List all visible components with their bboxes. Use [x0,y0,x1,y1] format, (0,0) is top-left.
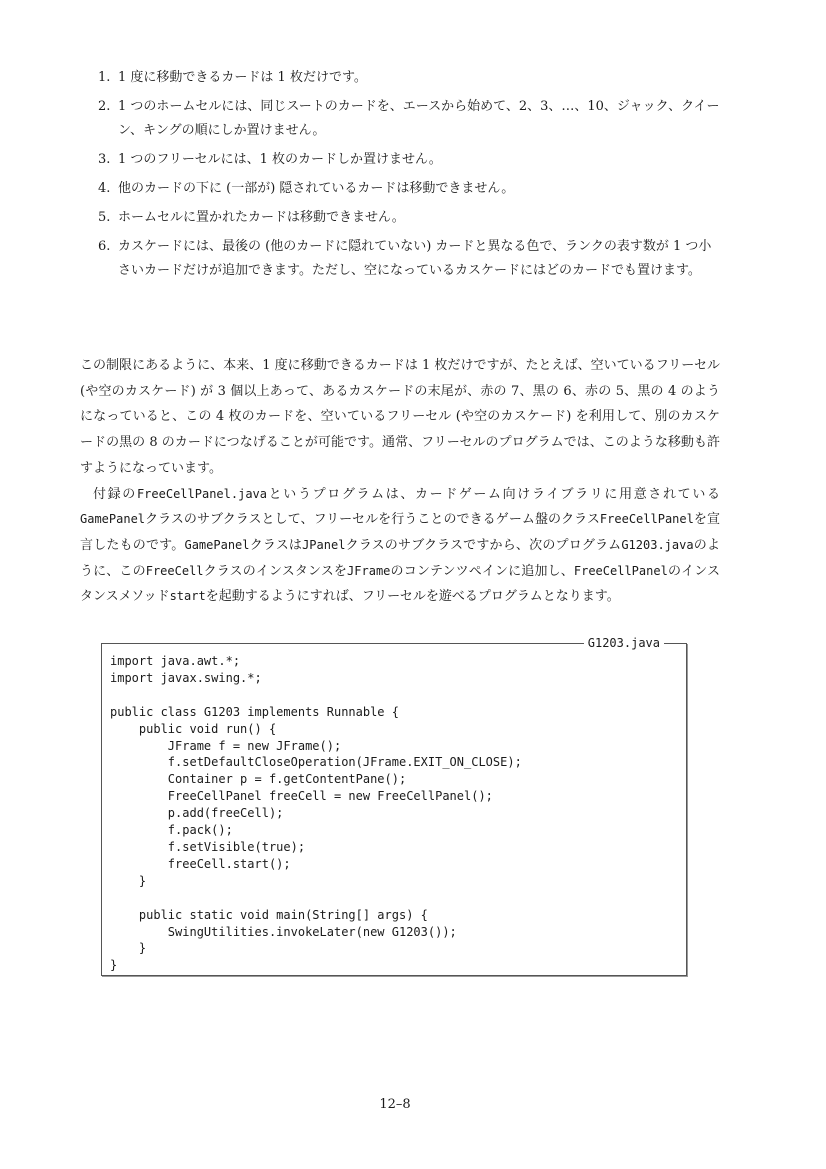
text-run: クラスのサブクラスとして、フリーセルを行うことのできるゲーム盤のクラス [145,512,600,528]
inline-code: FreeCellPanel [599,512,694,527]
rule-item [80,235,720,283]
inline-code: FreeCellPanel [573,563,668,578]
rule-number: 6. [98,239,111,254]
paragraph-restriction: この制限にあるように、本来、1 度に移動できるカードは 1 枚だけですが、たとえば、空いているフリーセル (や空のカスケード) が 3 個以上あって、あるカスケードの末尾が、赤の 7、黒の 6、赤の 5、黒の 4 のようになっていると、この 4 枚のカードを、空いているフリーセル (や空のカスケード) を利用して、別のカスケードの黒の 8 のカードにつなげることが可能です。通常、フリーセルのプログラムでは、このような移動も許すようになっています。 [80,358,720,476]
rule-item [80,148,720,172]
text-run: クラスのサブクラスですから、次のプログラム [345,537,622,553]
code-caption: G1203.java [584,635,664,651]
text-run: のインスタンスメソッド [80,563,720,605]
inline-code: start [169,589,206,604]
paragraph-freecellpanel [80,482,720,611]
rule-text: 他のカードの下に (一部が) 隠されているカードは移動できません。 [118,181,515,196]
inline-code: FreeCellPanel.java [136,486,267,501]
text-run: クラスのインスタンスを [203,563,348,579]
rules-list [80,66,720,288]
rule-number: 3. [98,152,111,167]
rule-text: ホームセルに置かれたカードは移動できません。 [118,210,405,225]
rule-item [80,66,720,90]
inline-code: JPanel [302,537,346,552]
text-run: 付録の [93,486,137,502]
text-run: のように、この [80,537,720,579]
code-listing [101,636,687,976]
page-number: 12–8 [379,1097,411,1112]
text-run: クラスは [249,537,303,553]
inline-code: FreeCell [145,563,204,578]
text-run: を宣言したものです。 [80,512,720,553]
rule-item [80,95,720,143]
code-source: import java.awt.*; import javax.swing.*; public class G1203 implements Runnable { public void run() { JFrame f = new JFrame(); f.setDefaultCloseOperation(JFrame.EXIT_ON_CLOSE); Container p = f.getContentPane(); FreeCellPanel freeCell = new FreeCellPanel(); p.add(freeCell); f.pack(); f.setVisible(true); freeCell.start(); } public static void main(String[] args) { SwingUtilities.invokeLater(new G1203()); } } [110,654,522,973]
text-run: を起動するようにすれば、フリーセルを遊べるプログラムとなります。 [205,589,620,605]
rule-item [80,206,720,230]
inline-code: JFrame [347,563,391,578]
rule-number: 1. [98,70,111,85]
rule-number: 5. [98,210,111,225]
text-run: のコンテンツペインに追加し、 [390,563,574,579]
rule-text: カスケードには、最後の (他のカードに隠れていない) カードと異なる色で、ランクの表す数が 1 つ小さいカードだけが追加できます。ただし、空になっているカスケードにはどのカードでも置けます。 [118,239,712,278]
inline-code: GamePanel [184,537,250,552]
rule-text: 1 つのホームセルには、同じスートのカードを、エースから始めて、2、3、…、10、ジャック、クイーン、キングの順にしか置けません。 [118,99,720,138]
rule-item [80,177,720,201]
inline-code: GamePanel [80,512,146,527]
text-run: というプログラムは、カードゲーム向けライブラリに用意されている [267,486,720,502]
inline-code: G1203.java [621,537,694,552]
body-text [80,353,720,610]
rule-number: 4. [98,181,111,196]
rule-text: 1 つのフリーセルには、1 枚のカードしか置けません。 [118,152,442,167]
rule-text: 1 度に移動できるカードは 1 枚だけです。 [118,70,367,85]
rule-number: 2. [98,99,111,114]
